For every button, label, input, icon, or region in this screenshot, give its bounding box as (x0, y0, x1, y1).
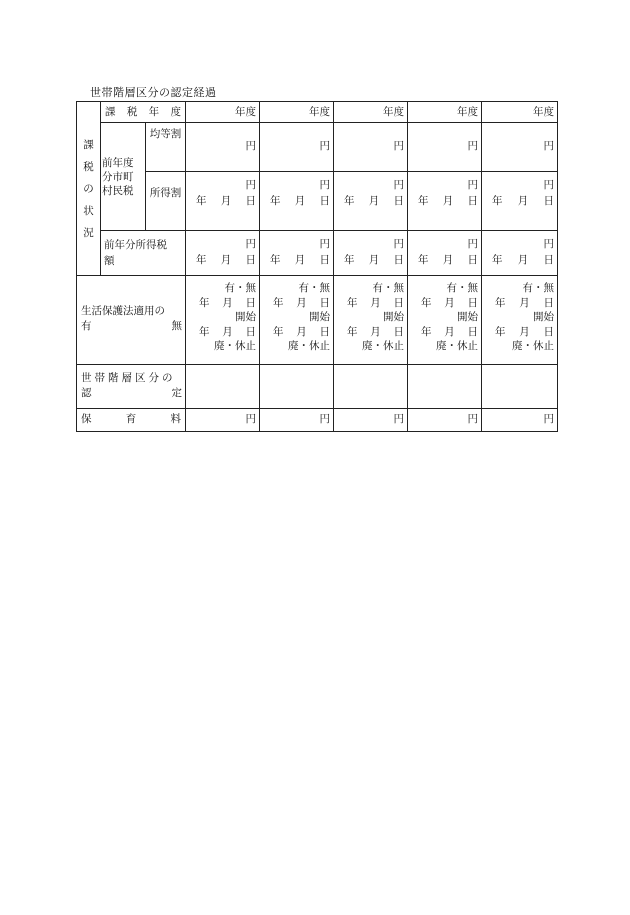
childcare-fee-cell[interactable]: 円 (334, 409, 408, 432)
welfare-cell[interactable]: 有・無 年 月 日 開始 年 月 日 廃・休止 (186, 276, 260, 365)
income-share-cell[interactable]: 円 年 月 日 (408, 172, 482, 231)
household-class-cell[interactable] (408, 365, 482, 409)
income-tax-row (77, 231, 558, 276)
income-share-cell[interactable]: 円 年 月 日 (260, 172, 334, 231)
income-tax-cell[interactable]: 円 年 月 日 (260, 231, 334, 276)
welfare-cell[interactable]: 有・無 年 月 日 開始 年 月 日 廃・休止 (260, 276, 334, 365)
household-class-cell[interactable] (334, 365, 408, 409)
income-share-cell[interactable]: 円 年 月 日 (186, 172, 260, 231)
welfare-cell[interactable]: 有・無 年 月 日 開始 年 月 日 廃・休止 (408, 276, 482, 365)
year-cell[interactable]: 年度 (482, 102, 558, 123)
welfare-cell[interactable]: 有・無 年 月 日 開始 年 月 日 廃・休止 (482, 276, 558, 365)
welfare-row (77, 276, 558, 365)
household-class-label: 世帯階層区分の 認 定 (77, 365, 186, 409)
equal-share-cell[interactable]: 円 (260, 123, 334, 172)
municipal-tax-label: 前年度 分市町 村民税 (101, 123, 146, 231)
income-share-label: 所得割 (146, 172, 186, 231)
equal-share-cell[interactable]: 円 (408, 123, 482, 172)
income-tax-cell[interactable]: 円 年 月 日 (186, 231, 260, 276)
childcare-fee-cell[interactable]: 円 (186, 409, 260, 432)
childcare-fee-row (77, 409, 558, 432)
tax-year-label: 課 税 年 度 (101, 102, 186, 123)
equal-share-cell[interactable]: 円 (186, 123, 260, 172)
income-tax-cell[interactable]: 円 年 月 日 (408, 231, 482, 276)
year-cell[interactable]: 年度 (260, 102, 334, 123)
welfare-cell[interactable]: 有・無 年 月 日 開始 年 月 日 廃・休止 (334, 276, 408, 365)
household-class-cell[interactable] (260, 365, 334, 409)
tax-status-label: 課 税 の 状 況 (77, 102, 101, 276)
household-class-cell[interactable] (186, 365, 260, 409)
household-class-row (77, 365, 558, 409)
welfare-label: 生活保護法適用の 有 無 (77, 276, 186, 365)
equal-share-cell[interactable]: 円 (334, 123, 408, 172)
document-title: 世帯階層区分の認定経過 (90, 86, 217, 99)
income-share-cell[interactable]: 円 年 月 日 (482, 172, 558, 231)
year-cell[interactable]: 年度 (408, 102, 482, 123)
childcare-fee-cell[interactable]: 円 (260, 409, 334, 432)
income-tax-cell[interactable]: 円 年 月 日 (482, 231, 558, 276)
header-row (77, 102, 558, 123)
income-tax-cell[interactable]: 円 年 月 日 (334, 231, 408, 276)
year-cell[interactable]: 年度 (334, 102, 408, 123)
income-share-row (77, 172, 558, 231)
household-class-cell[interactable] (482, 365, 558, 409)
year-cell[interactable]: 年度 (186, 102, 260, 123)
equal-share-cell[interactable]: 円 (482, 123, 558, 172)
childcare-fee-cell[interactable]: 円 (408, 409, 482, 432)
equal-share-label: 均等割 (146, 123, 186, 172)
income-tax-label: 前年分所得税 額 (101, 231, 186, 276)
certification-history-table (76, 101, 558, 432)
childcare-fee-cell[interactable]: 円 (482, 409, 558, 432)
equal-share-row (77, 123, 558, 172)
income-share-cell[interactable]: 円 年 月 日 (334, 172, 408, 231)
childcare-fee-label: 保 育 料 (77, 409, 186, 432)
